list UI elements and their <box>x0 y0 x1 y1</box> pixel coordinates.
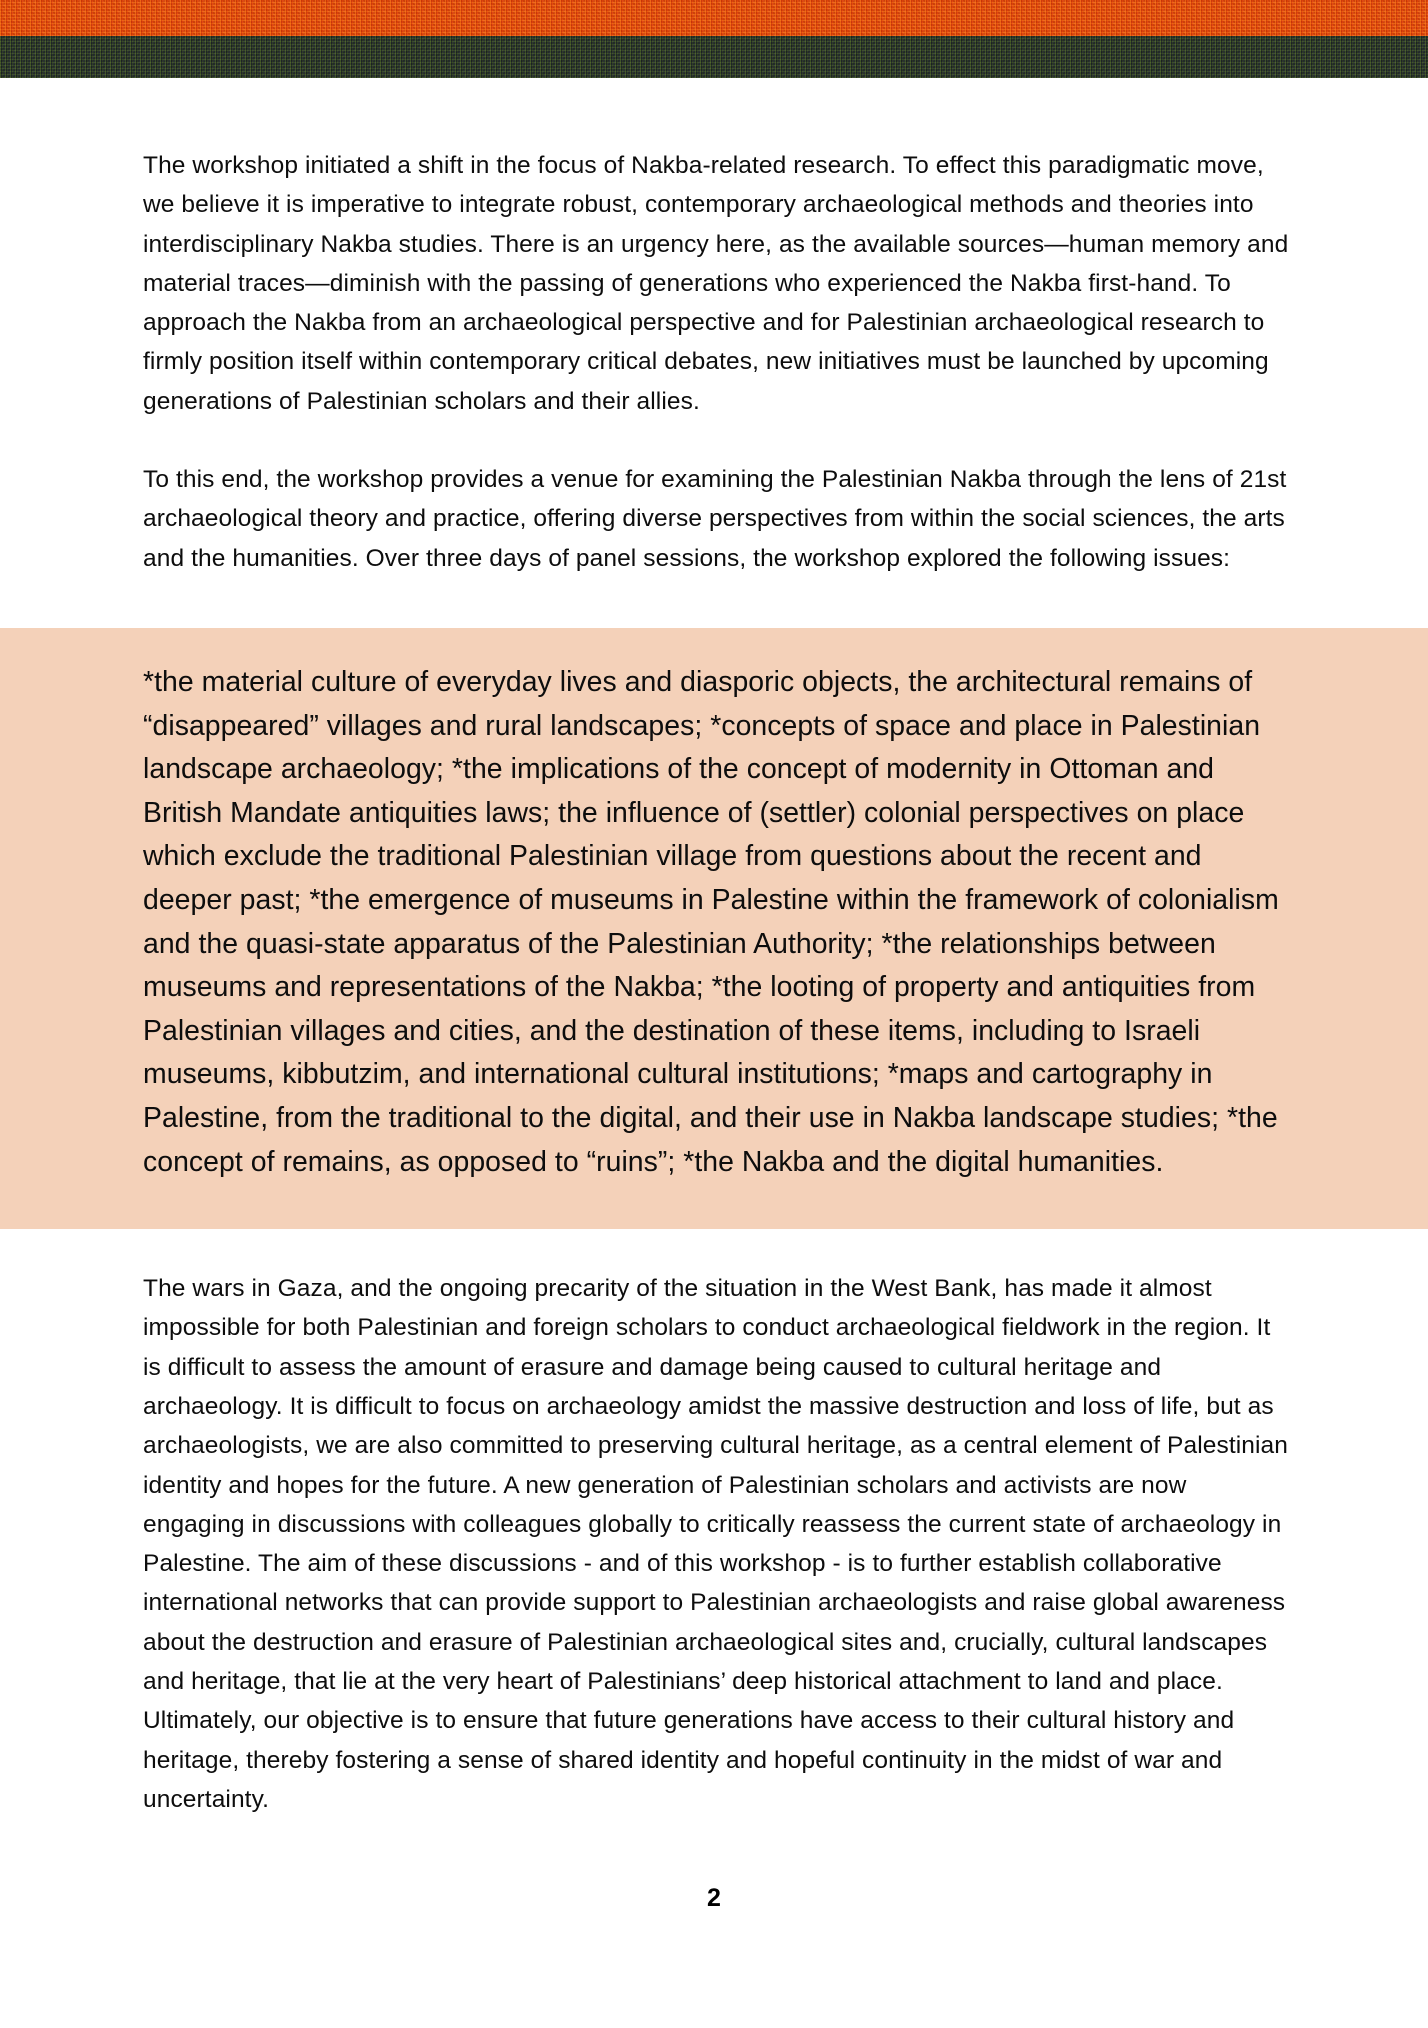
page-body <box>0 78 1428 1819</box>
orange-band <box>0 0 1428 36</box>
decorative-header-bands <box>0 0 1428 78</box>
paragraph-workshop-venue: To this end, the workshop provides a venue for examining the Palestinian Nakba through the lens of 21st archaeological theory and practice, offering diverse perspectives from within the social sciences, the arts and the humanities. Over three days of panel sessions, the workshop explored the following issues: <box>143 466 1287 572</box>
paragraph-gaza-west-bank: The wars in Gaza, and the ongoing precarity of the situation in the West Bank, has made it almost impossible for both Palestinian and foreign scholars to conduct archaeological fieldwork in the region. It is difficult to assess the amount of erasure and damage being caused to cultural heritage and archaeology. It is difficult to focus on archaeology amidst the massive destruction and loss of life, but as archaeologists, we are also committed to preserving cultural heritage, as a central element of Palestinian identity and hopes for the future. A new generation of Palestinian scholars and activists are now engaging in discussions with colleagues globally to critically reassess the current state of archaeology in Palestine. The aim of these discussions - and of this workshop - is to further establish collaborative international networks that can provide support to Palestinian archaeologists and raise global awareness about the destruction and erasure of Palestinian archaeological sites and, crucially, cultural landscapes and heritage, that lie at the very heart of Palestinians’ deep historical attachment to land and place. Ultimately, our objective is to ensure that future generations have access to their cultural history and heritage, thereby fostering a sense of shared identity and hopeful continuity in the midst of war and uncertainty. <box>143 1275 1288 1813</box>
page-number: 2 <box>707 1884 721 1912</box>
paragraph-intro: The workshop initiated a shift in the focus of Nakba-related research. To effect this paradigmatic move, we believe it is imperative to integrate robust, contemporary archaeological methods and theories into interdisciplinary Nakba studies. There is an urgency here, as the available sources—human memory and material traces—diminish with the passing of generations who experienced the Nakba first-hand. To approach the Nakba from an archaeological perspective and for Palestinian archaeological research to firmly position itself within contemporary critical debates, new initiatives must be launched by upcoming generations of Palestinian scholars and their allies. <box>143 152 1289 415</box>
dark-green-band <box>0 36 1428 78</box>
highlighted-issues-block: *the material culture of everyday lives and diasporic objects, the architectural remains of “disappeared” villages and rural landscapes; *concepts of space and place in Palestinian landscape archaeology; *the implications of the concept of modernity in Ottoman and British Mandate antiquities laws; the influence of (settler) colonial perspectives on place which exclude the traditional Palestinian village from questions about the recent and deeper past; *the emergence of museums in Palestine within the framework of colonialism and the quasi-state apparatus of the Palestinian Authority; *the relationships between museums and representations of the Nakba; *the looting of property and antiquities from Palestinian villages and cities, and the destination of these items, including to Israeli museums, kibbutzim, and international cultural institutions; *maps and cartography in Palestine, from the traditional to the digital, and their use in Nakba landscape studies; *the concept of remains, as opposed to “ruins”; *the Nakba and the digital humanities. <box>0 628 1428 1229</box>
